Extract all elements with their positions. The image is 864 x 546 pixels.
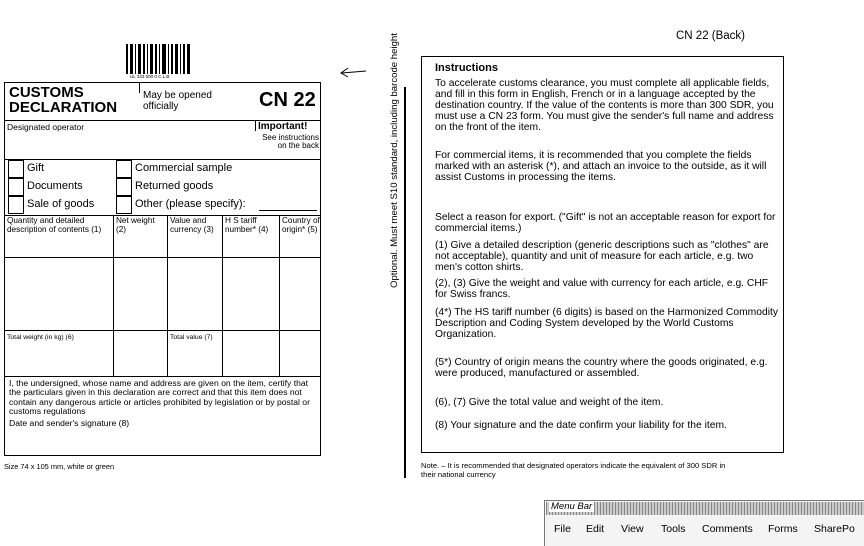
documents-checkbox[interactable] bbox=[8, 178, 24, 196]
option-other: Other (please specify): bbox=[135, 198, 246, 210]
sale-of-goods-checkbox[interactable] bbox=[8, 196, 24, 214]
important-title: Important! bbox=[258, 121, 308, 132]
signature-label: Date and sender's signature (8) bbox=[9, 418, 130, 428]
returned-goods-checkbox[interactable] bbox=[116, 178, 132, 196]
may-be-opened-text: May be opened officially bbox=[143, 90, 212, 112]
arrow-left-icon bbox=[338, 64, 368, 78]
total-value-label: Total value (7) bbox=[170, 334, 213, 341]
back-label: CN 22 (Back) bbox=[676, 30, 746, 42]
cn22-form bbox=[4, 82, 321, 456]
menu-comments[interactable]: Comments bbox=[702, 523, 753, 535]
commercial-sample-checkbox[interactable] bbox=[116, 160, 132, 178]
column-description: Quantity and detailed description of contents (1) bbox=[7, 216, 102, 234]
instruction-para-3: Select a reason for export. ("Gift" is not an acceptable reason for export for commercial items.) bbox=[435, 212, 776, 235]
instructions-title: Instructions bbox=[435, 62, 498, 74]
form-title-line1: CUSTOMS bbox=[9, 84, 84, 101]
instruction-para-4: (1) Give a detailed description (generic descriptions such as "clothes" are not acceptable), quantity and unit of measure for each article, e.g. two men's cotton shirts. bbox=[435, 240, 769, 274]
total-weight-label: Total weight (in kg) (6) bbox=[7, 334, 74, 341]
menu-file[interactable]: File bbox=[554, 523, 571, 535]
option-documents: Documents bbox=[27, 180, 83, 192]
gift-checkbox[interactable] bbox=[8, 160, 24, 178]
option-commercial-sample: Commercial sample bbox=[135, 162, 233, 174]
barcode-caption: UL 333 000 0 C.L.B bbox=[130, 74, 170, 79]
instruction-para-2: For commercial items, it is recommended that you complete the fields marked with an asterisk (*), and attach an invoice to the outside, as it will assist Customs in processing the items. bbox=[435, 150, 767, 184]
menu-forms[interactable]: Forms bbox=[768, 523, 798, 535]
instruction-para-6: (4*) The HS tariff number (6 digits) is based on the Harmonized Commodity Description and Coding System developed by the World Customs Organization. bbox=[435, 307, 778, 341]
menu-sharepoint[interactable]: SharePo bbox=[814, 523, 855, 535]
instruction-para-8: (6), (7) Give the total value and weight of the item. bbox=[435, 397, 664, 408]
fold-line bbox=[404, 87, 406, 478]
option-sale-of-goods: Sale of goods bbox=[27, 198, 95, 210]
column-value-currency: Value and currency (3) bbox=[170, 216, 214, 234]
designated-operator-label: Designated operator bbox=[7, 122, 85, 132]
form-title-line2: DECLARATION bbox=[9, 99, 118, 116]
column-net-weight: Net weight (2) bbox=[116, 216, 155, 234]
menu-bar-title: Menu Bar bbox=[551, 501, 593, 512]
option-returned-goods: Returned goods bbox=[135, 180, 214, 192]
column-country-origin: Country of origin* (5) bbox=[282, 216, 320, 234]
menu-edit[interactable]: Edit bbox=[586, 523, 605, 535]
back-note: Note. – It is recommended that designated operators indicate the equivalent of 300 SDR in their national currency bbox=[421, 461, 726, 480]
instruction-para-7: (5*) Country of origin means the country where the goods originated, e.g. were produced, manufactured or assembled. bbox=[435, 357, 768, 380]
instruction-para-1: To accelerate customs clearance, you must complete all applicable fields, and fill in this form in English, French or in a language accepted by the destination country. If the value of the contents is more than 300 SDR, you must use a CN 23 form. You must give the sender's full name and address on the front of the item. bbox=[435, 78, 774, 134]
important-text: See instructions on the back bbox=[262, 133, 319, 151]
column-hs-tariff: H S tariff number* (4) bbox=[225, 216, 269, 234]
instruction-para-5: (2), (3) Give the weight and value with currency for each article, e.g. CHF for Swiss francs. bbox=[435, 278, 769, 301]
other-specify-line[interactable] bbox=[259, 210, 317, 211]
menu-tools[interactable]: Tools bbox=[661, 523, 686, 535]
certification-text: I, the undersigned, whose name and address are given on the item, certify that the particulars given in this declaration are correct and that this item does not contain any dangerous article or articles prohibited by legislation or by postal or customs regulations bbox=[9, 378, 310, 417]
form-code: CN 22 bbox=[259, 89, 316, 111]
menu-bar-titlebar[interactable] bbox=[546, 502, 864, 515]
option-gift: Gift bbox=[27, 162, 45, 174]
instruction-para-9: (8) Your signature and the date confirm your liability for the item. bbox=[435, 420, 727, 431]
instructions-box bbox=[421, 56, 784, 453]
other-checkbox[interactable] bbox=[116, 196, 132, 214]
barcode-height-note: Optional. Must meet S10 standard, including barcode height bbox=[389, 33, 400, 288]
barcode bbox=[124, 44, 194, 80]
menu-view[interactable]: View bbox=[621, 523, 644, 535]
size-note: Size 74 x 105 mm, white or green bbox=[4, 462, 115, 471]
